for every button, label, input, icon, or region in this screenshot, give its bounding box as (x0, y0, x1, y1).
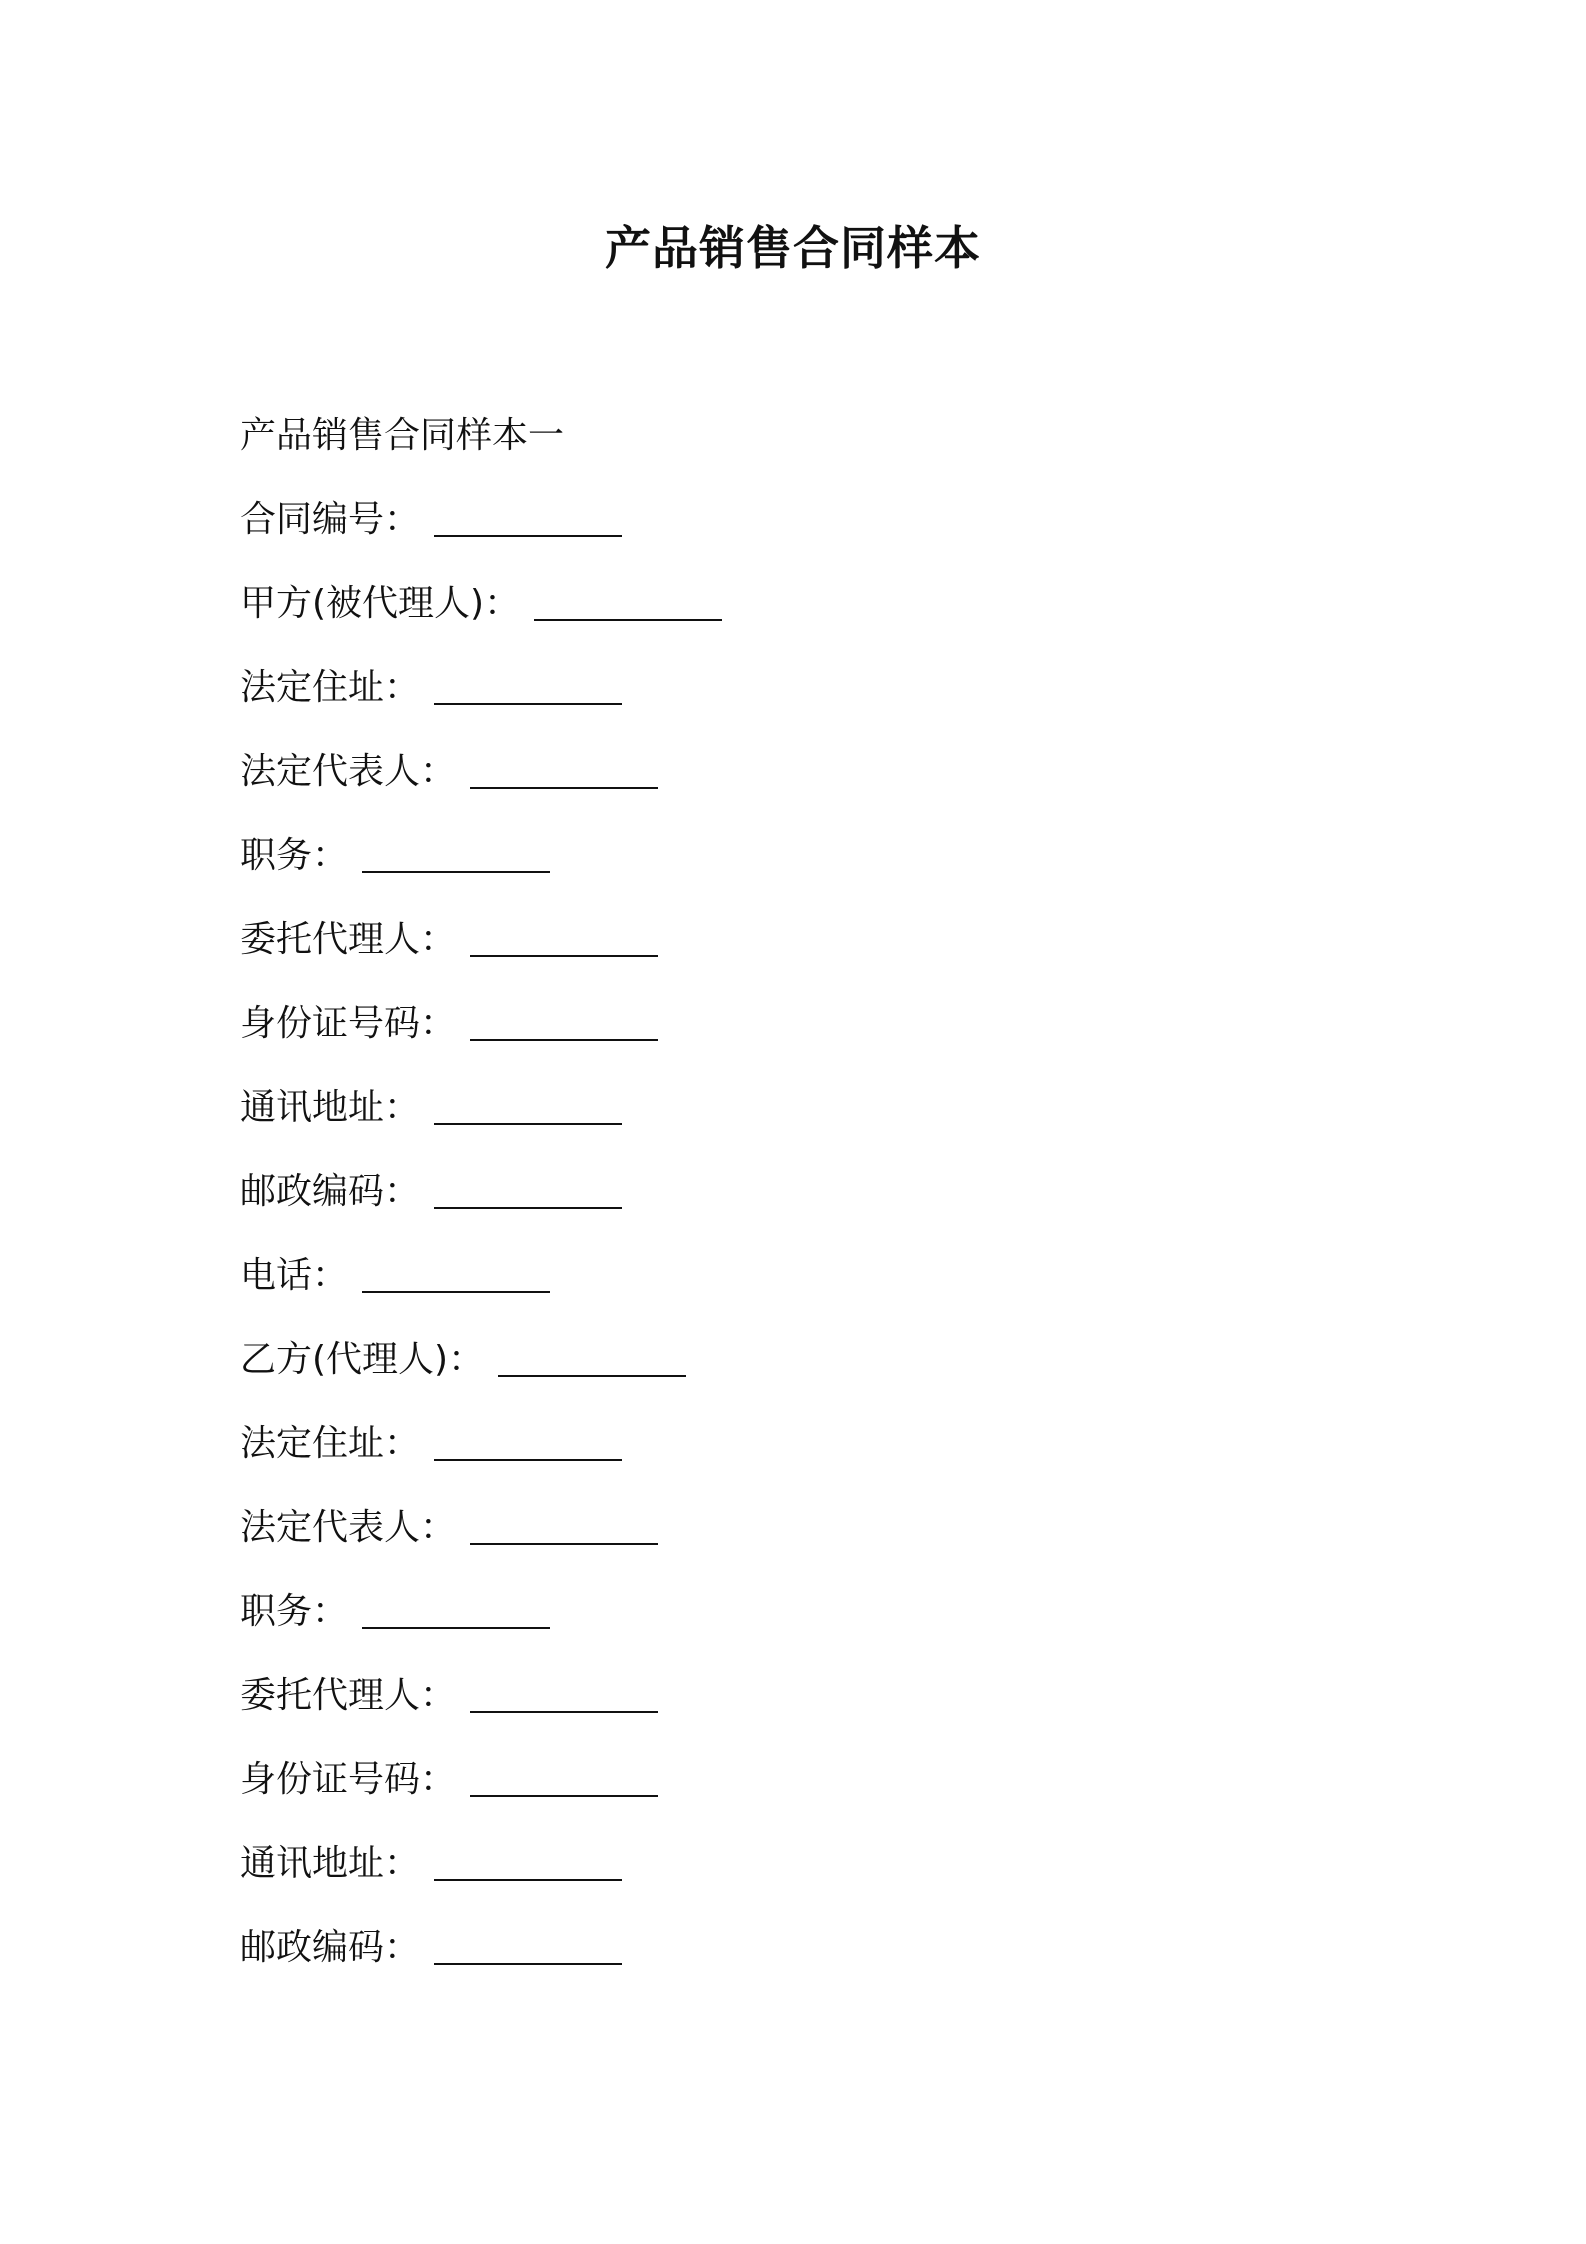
blank-line (534, 619, 722, 621)
field-party-b-position (240, 1588, 1340, 1636)
field-label: 职务 (240, 1591, 313, 1632)
field-label: 委托代理人 (240, 1675, 421, 1716)
blank-line (362, 1627, 550, 1629)
field-label: 甲方(被代理人) (240, 583, 485, 624)
blank-line (362, 871, 550, 873)
field-label: 职务 (240, 835, 313, 876)
field-party-a (240, 580, 1340, 628)
blank-line (470, 1711, 658, 1713)
field-party-a-address (240, 664, 1340, 712)
field-party-a-agent (240, 916, 1340, 964)
blank-line (434, 703, 622, 705)
field-label: 邮政编码 (240, 1171, 385, 1212)
field-colon: ： (484, 583, 521, 624)
field-label: 法定代表人 (240, 751, 421, 792)
field-colon: ： (420, 919, 457, 960)
field-colon: ： (384, 1087, 421, 1128)
field-label: 电话 (240, 1255, 313, 1296)
blank-line (470, 1795, 658, 1797)
document-title: 产品销售合同样本 (605, 221, 981, 275)
field-colon: ： (448, 1339, 485, 1380)
field-party-a-legal-rep (240, 748, 1340, 796)
field-party-a-postal-code (240, 1168, 1340, 1216)
field-party-b-mailing-address (240, 1840, 1340, 1888)
blank-line (470, 955, 658, 957)
field-label: 法定住址 (240, 1423, 385, 1464)
field-colon: ： (384, 1843, 421, 1884)
field-party-b-id-number (240, 1756, 1340, 1804)
field-colon: ： (420, 1507, 457, 1548)
blank-line (434, 535, 622, 537)
field-party-a-position (240, 832, 1340, 880)
section-heading: 产品销售合同样本一 (240, 415, 565, 456)
field-label: 邮政编码 (240, 1927, 385, 1968)
field-party-b-agent (240, 1672, 1340, 1720)
field-colon: ： (384, 1927, 421, 1968)
blank-line (470, 1543, 658, 1545)
field-party-b-address (240, 1420, 1340, 1468)
blank-line (434, 1207, 622, 1209)
field-label: 身份证号码 (240, 1003, 421, 1044)
field-label: 通讯地址 (240, 1087, 385, 1128)
field-party-a-phone (240, 1252, 1340, 1300)
blank-line (498, 1375, 686, 1377)
field-label: 合同编号 (240, 499, 385, 540)
field-colon: ： (384, 499, 421, 540)
field-colon: ： (312, 1255, 349, 1296)
blank-line (434, 1459, 622, 1461)
blank-line (470, 787, 658, 789)
field-party-a-id-number (240, 1000, 1340, 1048)
field-contract-number (240, 496, 1340, 544)
field-colon: ： (384, 1423, 421, 1464)
field-party-a-mailing-address (240, 1084, 1340, 1132)
blank-line (434, 1123, 622, 1125)
blank-line (434, 1963, 622, 1965)
field-label: 法定住址 (240, 667, 385, 708)
field-party-b-legal-rep (240, 1504, 1340, 1552)
field-colon: ： (312, 835, 349, 876)
field-colon: ： (420, 1003, 457, 1044)
field-label: 通讯地址 (240, 1843, 385, 1884)
blank-line (434, 1879, 622, 1881)
field-label: 身份证号码 (240, 1759, 421, 1800)
field-colon: ： (420, 751, 457, 792)
blank-line (362, 1291, 550, 1293)
field-colon: ： (420, 1675, 457, 1716)
field-colon: ： (384, 667, 421, 708)
field-label: 法定代表人 (240, 1507, 421, 1548)
field-colon: ： (312, 1591, 349, 1632)
field-party-b (240, 1336, 1340, 1384)
field-label: 委托代理人 (240, 919, 421, 960)
field-party-b-postal-code (240, 1924, 1340, 1972)
blank-line (470, 1039, 658, 1041)
field-label: 乙方(代理人) (240, 1339, 449, 1380)
field-colon: ： (420, 1759, 457, 1800)
field-colon: ： (384, 1171, 421, 1212)
document-body (240, 412, 1340, 2008)
